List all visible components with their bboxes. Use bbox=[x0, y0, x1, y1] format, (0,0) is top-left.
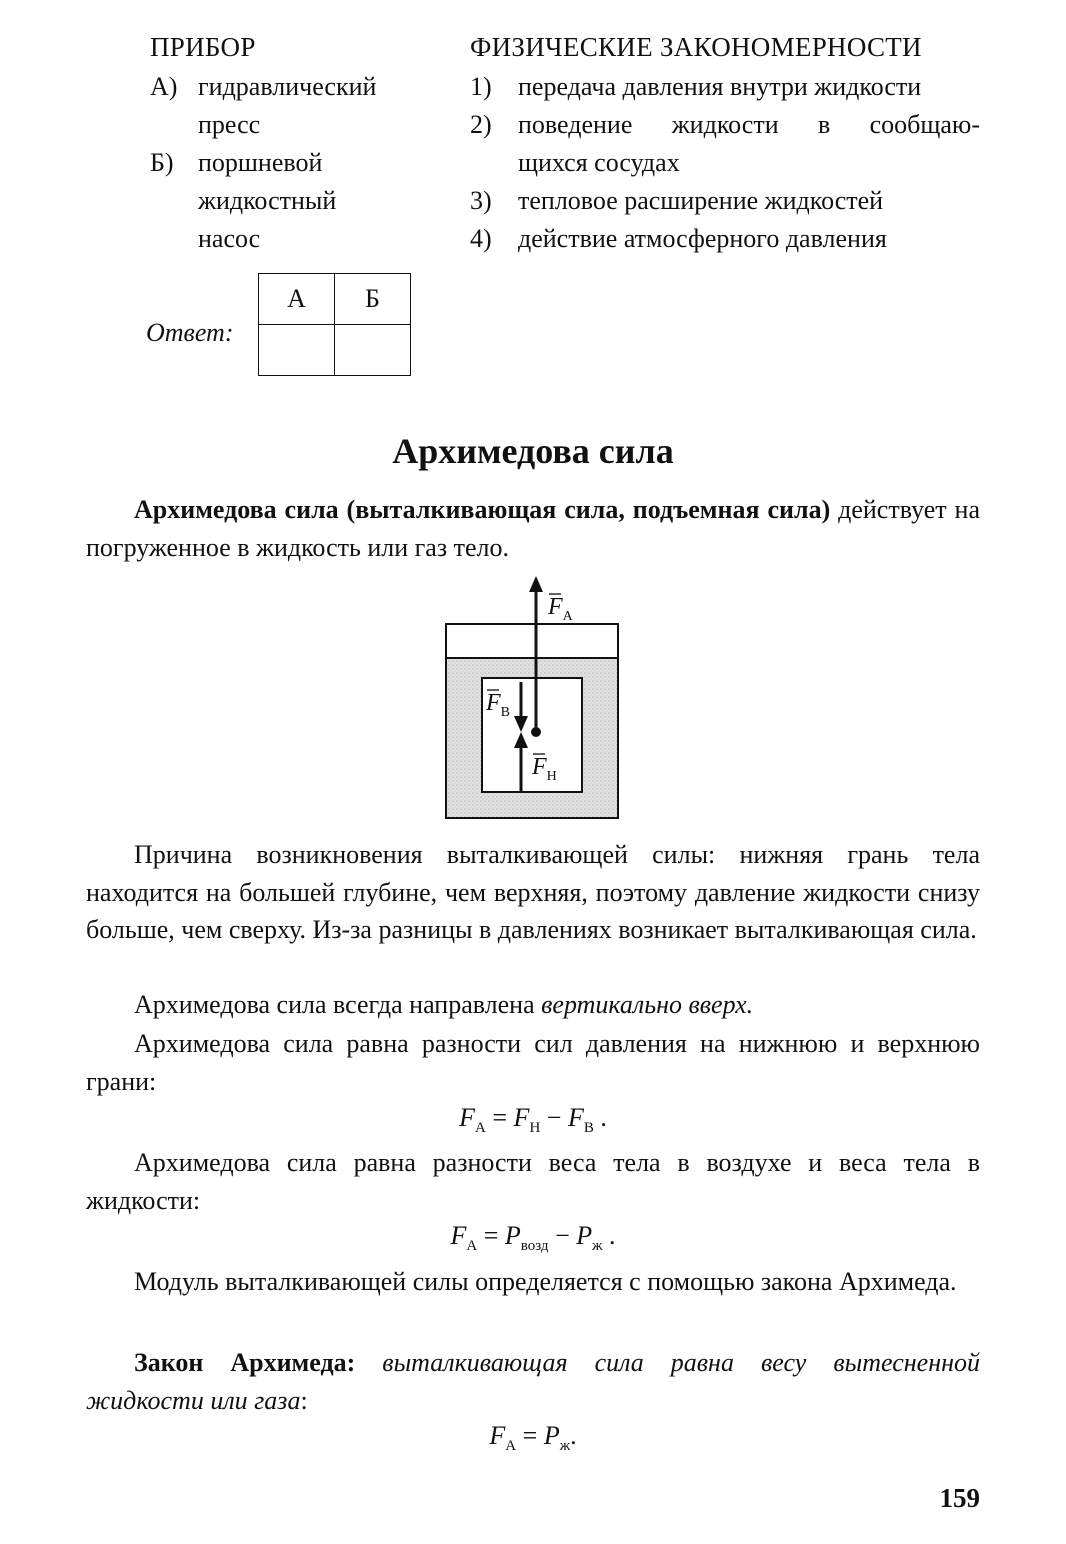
law-item-4 bbox=[470, 220, 980, 258]
formula-archimedes-law: $F_А = P_ж$. bbox=[489, 1421, 577, 1455]
intro-paragraph bbox=[86, 491, 980, 566]
law-item-2-cont: щихся сосудах bbox=[518, 148, 680, 177]
diff-weights-paragraph: Архимедова сила равна разности веса тела в воздухе и веса тела в жидкости: bbox=[86, 1148, 980, 1215]
fb-label: $F_В$ bbox=[486, 690, 511, 720]
device-text: поршневой bbox=[198, 148, 323, 177]
law-paragraph: Закон Архимеда: выталкивающая сила равна весу вытесненной жидкости или газа: bbox=[86, 1348, 980, 1415]
modulus-paragraph: Модуль выталкивающей силы определяется с помощью закона Архимеда. bbox=[134, 1267, 957, 1296]
law-text: действие атмосферного давления bbox=[518, 224, 887, 253]
formula-force-difference: $F_А = F_Н - F_В$ . bbox=[459, 1103, 607, 1137]
law-title: Закон Архимеда: bbox=[134, 1348, 356, 1377]
diff-forces-paragraph: Архимедова сила равна разности сил давления на нижнюю и верхнюю грани: bbox=[86, 1029, 980, 1096]
answer-cell-a[interactable] bbox=[259, 325, 335, 376]
device-item-b-cont: жидкостный bbox=[198, 186, 337, 215]
law-text: передача давления внутри жидкости bbox=[518, 72, 922, 101]
direction-italic: вертикально вверх. bbox=[541, 990, 754, 1019]
law-statement: выталкивающая сила равна весу вытесненной жидкости или газа bbox=[86, 1348, 980, 1415]
intro-bold: Архимедова сила (выталкивающая сила, подъемная сила) bbox=[134, 495, 831, 524]
device-item-a bbox=[150, 68, 376, 106]
law-label: 2) bbox=[470, 110, 492, 139]
intro-rest: действует на погруженное в жидкость или газ тело. bbox=[86, 495, 980, 562]
law-item-2 bbox=[470, 106, 980, 144]
answer-cell-b[interactable] bbox=[335, 325, 411, 376]
cause-paragraph: Причина возникновения выталкивающей силы: нижняя грань тела находится на большей глубине, чем верхняя, поэтому давление жидкости снизу больше, чем сверху. Из-за разницы в давлениях возникает выталкивающая сила. bbox=[86, 840, 980, 944]
law-label: 1) bbox=[470, 72, 492, 101]
laws-header: ФИЗИЧЕСКИЕ ЗАКОНОМЕРНОСТИ bbox=[470, 32, 922, 62]
law-item-3 bbox=[470, 182, 980, 220]
device-item-a-cont: пресс bbox=[198, 110, 261, 139]
page-number: 159 bbox=[939, 1483, 980, 1513]
law-text: поведение жидкости в сообщаю- bbox=[518, 110, 980, 139]
device-label: Б) bbox=[150, 148, 174, 177]
center-point bbox=[531, 727, 541, 737]
section-title: Архимедова сила bbox=[392, 431, 674, 471]
direction-paragraph bbox=[86, 986, 980, 1024]
laws-list bbox=[470, 68, 980, 258]
answer-table bbox=[258, 273, 411, 376]
law-label: 4) bbox=[470, 224, 492, 253]
formula-weight-difference: $F_А = P_{возд} - P_ж$ . bbox=[450, 1221, 616, 1255]
law-item-1 bbox=[470, 68, 980, 106]
device-text: гидравлический bbox=[198, 72, 377, 101]
devices-list bbox=[150, 68, 376, 258]
fa-arrow-head bbox=[529, 576, 543, 592]
device-label: А) bbox=[150, 72, 178, 101]
answer-col-b: Б bbox=[335, 274, 411, 325]
device-item-b-cont: насос bbox=[198, 224, 261, 253]
fn-label: $F_Н$ bbox=[532, 754, 557, 784]
answer-label: Ответ: bbox=[146, 318, 234, 347]
archimedes-force-diagram bbox=[440, 572, 630, 822]
law-text: тепловое расширение жидкостей bbox=[518, 186, 884, 215]
device-item-b bbox=[150, 144, 376, 182]
direction-text: Архимедова сила всегда направлена bbox=[134, 990, 542, 1019]
answer-col-a: А bbox=[259, 274, 335, 325]
fa-label: $F_А$ bbox=[548, 594, 573, 624]
devices-header: ПРИБОР bbox=[150, 32, 256, 62]
law-label: 3) bbox=[470, 186, 492, 215]
